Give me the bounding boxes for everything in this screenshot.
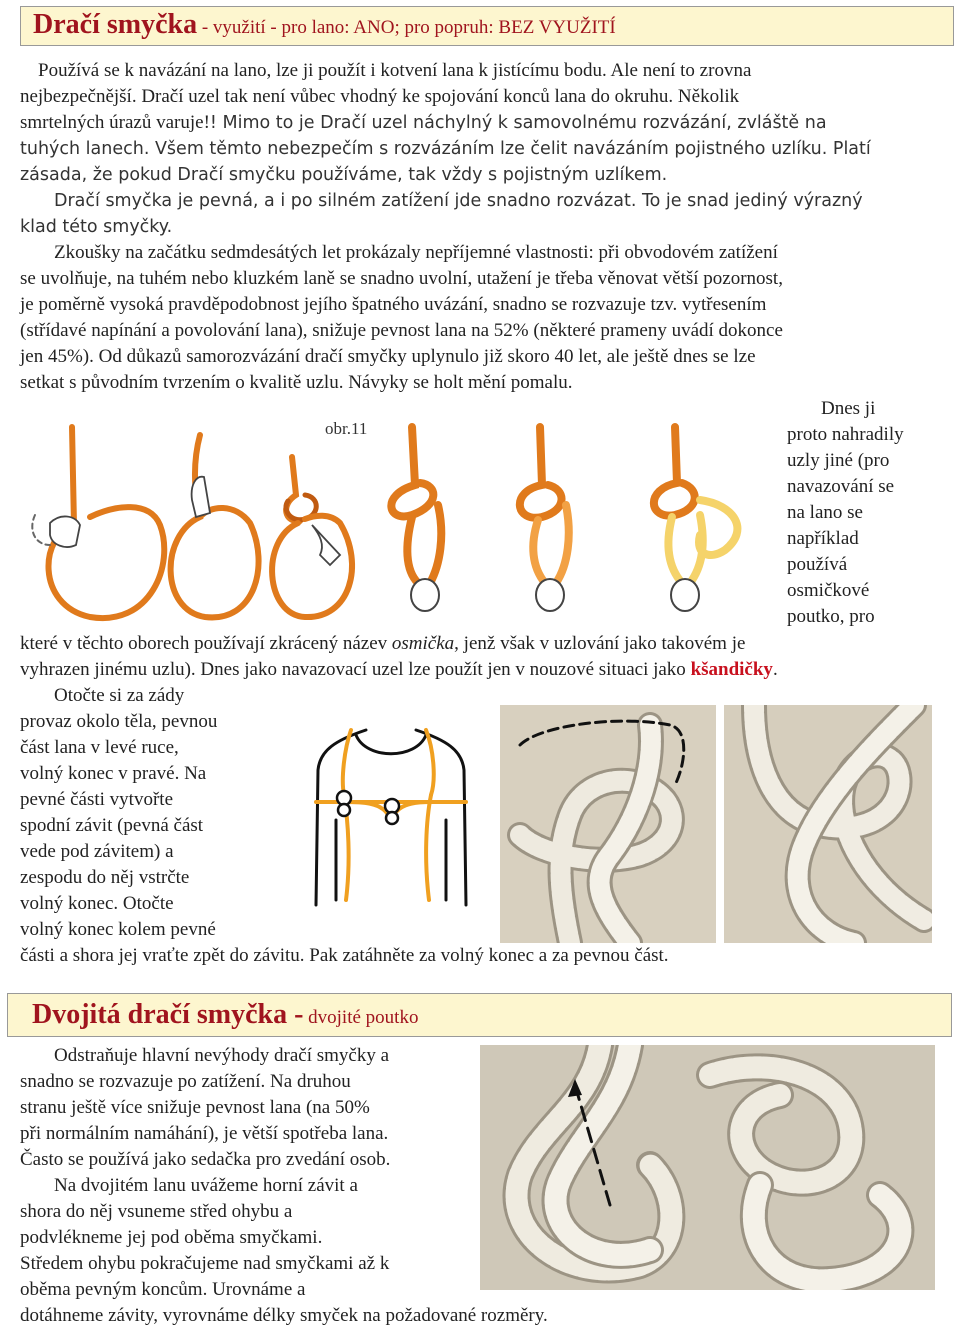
text-line: zespodu do něj vstrčte — [20, 867, 190, 888]
text-line: Otočte si za zády — [54, 685, 185, 706]
knot-step-2 — [171, 435, 259, 617]
text-line: oběma pevným koncům. Urovnáme a — [20, 1279, 306, 1300]
text-line: volný konec kolem pevné — [20, 919, 216, 940]
section-header-double-dragon-loop — [7, 993, 952, 1037]
text-line: vede pod závitem) a — [20, 841, 174, 862]
text-line: je poměrně vysoká pravděpodobnost jejího špatného uvázání, snadno se rozvazuje tzv. vytřesením — [20, 294, 767, 315]
text-line: používá — [787, 554, 848, 575]
section-subtitle: dvojité poutko — [303, 1007, 419, 1028]
text-fragment: smrtelných úrazů varuje! — [20, 112, 210, 133]
link-ksandicky[interactable]: kšandičky — [690, 659, 773, 680]
text-line: klad této smyčky. — [20, 217, 173, 237]
text-line — [20, 110, 827, 136]
text-line: Zkoušky na začátku sedmdesátých let prokázaly nepříjemné vlastnosti: při obvodovém zatížení — [54, 242, 778, 263]
photo-knot-2 — [724, 705, 932, 943]
text-line: spodní závit (pevná část — [20, 815, 204, 836]
knot-step-4 — [391, 427, 441, 611]
text-line: stranu ještě více snižuje pevnost lana (na 50% — [20, 1097, 370, 1118]
webbing-label: ; pro popruh: — [394, 17, 499, 38]
text-line: provaz okolo těla, pevnou — [20, 711, 218, 732]
section-header-dragon-loop — [20, 6, 954, 46]
text-line: proto nahradily — [787, 424, 904, 445]
text-line: Dračí smyčka je pevná, a i po silném zatížení jde snadno rozvázat. To je snad jediný výrazný — [54, 191, 863, 211]
rope-illustration — [724, 705, 932, 943]
text-fragment: vyhrazen jinému uzlu). Dnes jako navazovací uzel lze použít jen v nouzové situaci jako — [20, 659, 691, 680]
webbing-answer: BEZ VYUŽITÍ — [498, 17, 616, 38]
text-fragment: . — [772, 659, 778, 680]
text-line: zásada, že pokud Dračí smyčku používáme, tak vždy s pojistným uzlíkem. — [20, 165, 668, 185]
knot-step-6 — [654, 427, 738, 611]
text-line: část lana v levé ruce, — [20, 737, 179, 758]
text-line — [20, 631, 745, 657]
text-line: Středem ohybu pokračujeme nad smyčkami až k — [20, 1253, 390, 1274]
text-line: Používá se k navázání na lano, lze ji použít i kotvení lana k jistícímu bodu. Ale není to zrovna — [38, 60, 752, 81]
text-line: dotáhneme závity, vyrovnáme délky smyček na požadované rozměry. — [20, 1305, 548, 1326]
text-line: (střídavé napínání a povolování lana), snižuje pevnost lana na 52% (některé prameny uvádí dokonce — [20, 320, 783, 341]
text-line: na lano se — [787, 502, 863, 523]
text-line: osmičkové — [787, 580, 870, 601]
text-line: snadno se rozvazuje po zatížení. Na druhou — [20, 1071, 351, 1092]
section-title: Dračí smyčka — [33, 9, 198, 40]
knot-step-5 — [520, 427, 569, 611]
text-line: volný konec. Otočte — [20, 893, 174, 914]
text-fragment: , jenž však v uzlování jako takovém je — [454, 633, 746, 654]
emphasis-osmicka: osmička — [391, 633, 455, 654]
text-line: poutko, pro — [787, 606, 875, 627]
text-fragment: které v těchto oborech používají zkrácený název — [20, 633, 392, 654]
text-line: jen 45%). Od důkazů samorozvázání dračí smyčky uplynulo již skoro 40 let, ale ještě dnes se lze — [20, 346, 756, 367]
figure-label: obr.11 — [325, 419, 368, 438]
text-line: Dnes ji — [821, 398, 876, 419]
text-line: části a shora jej vraťte zpět do závitu. Pak zatáhněte za volný konec a za pevnou část. — [20, 945, 669, 966]
section-subtitle: - využití - pro lano: — [197, 17, 354, 38]
rope-answer: ANO — [353, 17, 395, 38]
figure-chest-harness — [296, 710, 486, 910]
text-line: volný konec v pravé. Na — [20, 763, 207, 784]
text-line: navazování se — [787, 476, 895, 497]
rope-illustration — [500, 705, 716, 943]
text-line: při normálním namáhání), je větší spotřeba lana. — [20, 1123, 389, 1144]
rope-illustration — [480, 1045, 935, 1290]
text-line: například — [787, 528, 859, 549]
figure-dragon-loop-steps — [20, 405, 780, 630]
text-line: Často se používá jako sedačka pro zvedání osob. — [20, 1149, 391, 1170]
text-line: setkat s původním tvrzením o kvalitě uzlu. Návyky se holt mění pomalu. — [20, 372, 573, 393]
text-line: Na dvojitém lanu uvážeme horní závit a — [54, 1175, 358, 1196]
text-line: podvlékneme jej pod oběma smyčkami. — [20, 1227, 323, 1248]
section-title: Dvojitá dračí smyčka - — [32, 999, 304, 1030]
text-line: se uvolňuje, na tuhém nebo kluzkém laně se snadno uvolní, utažení je třeba věnovat větší pozornost, — [20, 268, 783, 289]
text-line: tuhých lanech. Všem těmto nebezpečím s rozvázáním lze čelit navázáním pojistného uzlíku. Platí — [20, 139, 871, 159]
text-line: uzly jiné (pro — [787, 450, 890, 471]
knot-step-1 — [32, 427, 164, 618]
text-line: nejbezpečnější. Dračí uzel tak není vůbec vhodný ke spojování konců lana do okruhu. Několik — [20, 86, 740, 107]
text-fragment: ! Mimo to je Dračí uzel náchylný k samovolnému rozvázání, zvláště na — [209, 113, 827, 133]
text-line: shora do něj vsuneme střed ohybu a — [20, 1201, 293, 1222]
text-line: pevné části vytvořte — [20, 789, 174, 810]
text-line — [20, 657, 778, 683]
photo-double-knot — [480, 1045, 935, 1290]
photo-knot-1 — [500, 705, 716, 943]
knot-step-3 — [272, 457, 352, 617]
text-line: Odstraňuje hlavní nevýhody dračí smyčky a — [54, 1045, 390, 1066]
